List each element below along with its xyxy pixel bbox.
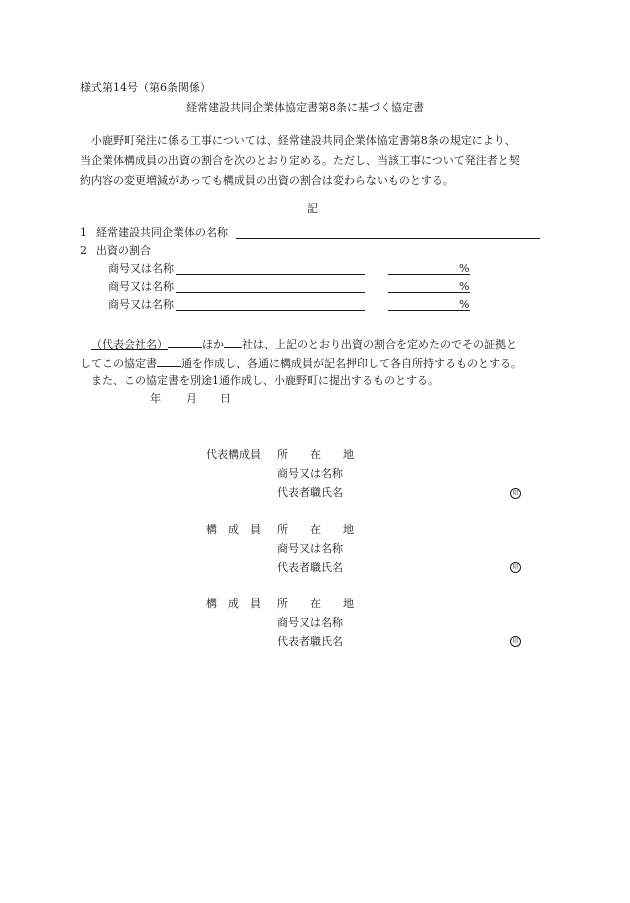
document-title: 経常建設共同企業体協定書第8条に基づく協定書 xyxy=(186,101,424,114)
closing-line-1 xyxy=(91,335,517,352)
hoka-text: ほか xyxy=(202,338,224,351)
share-1-name-line[interactable] xyxy=(176,262,365,275)
signer-3-address-label: 所 在 地 xyxy=(277,597,354,610)
signer-2-rep-label: 代表者職氏名 xyxy=(277,561,343,574)
intro-line-2: 当企業体構成員の出資の割合を次のとおり定める。ただし、当該工事について発注者と契 xyxy=(80,154,520,167)
representative-company-placeholder[interactable]: （代表会社名） xyxy=(91,338,168,351)
item-1-label: 経常建設共同企業体の名称 xyxy=(96,226,228,239)
intro-line-1: 小鹿野町発注に係る工事については、経常建設共同企業体協定書第8条の規定により、 xyxy=(91,134,516,147)
share-1-pct-line[interactable] xyxy=(388,262,470,275)
item-2-label: 出資の割合 xyxy=(96,244,151,257)
share-2-pct-line[interactable] xyxy=(388,280,470,293)
signer-2-seal-icon: 印 xyxy=(510,562,521,573)
signer-3-role: 構 成 員 xyxy=(206,597,261,610)
copies-blank[interactable] xyxy=(157,354,181,367)
signer-1-rep-label: 代表者職氏名 xyxy=(277,486,343,499)
sha-text: 社は、上記のとおり出資の割合を定めたのでその証拠と xyxy=(242,338,517,351)
signer-2-address-label: 所 在 地 xyxy=(277,523,354,536)
signer-1-seal-icon: 印 xyxy=(510,488,521,499)
intro-line-3: 約内容の変更増減があっても構成員の出資の割合は変わらないものとする。 xyxy=(80,174,454,187)
share-3-label: 商号又は名称 xyxy=(108,298,174,311)
share-1-unit: % xyxy=(459,262,470,275)
signer-3-rep-label: 代表者職氏名 xyxy=(277,635,343,648)
signer-1-name-label: 商号又は名称 xyxy=(277,467,343,480)
company-count-blank[interactable] xyxy=(224,335,242,348)
signer-2-role: 構 成 員 xyxy=(206,523,261,536)
share-3-name-line[interactable] xyxy=(176,298,365,311)
jv-name-line[interactable] xyxy=(236,226,540,239)
share-2-label: 商号又は名称 xyxy=(108,280,174,293)
date-day[interactable]: 日 xyxy=(220,392,231,405)
signer-2-name-label: 商号又は名称 xyxy=(277,542,343,555)
date-month[interactable]: 月 xyxy=(186,392,197,405)
share-3-pct-line[interactable] xyxy=(388,298,470,311)
closing-line-2 xyxy=(80,354,522,371)
share-2-name-line[interactable] xyxy=(176,280,365,293)
item-2-number: 2 xyxy=(80,244,87,257)
count-blank-1[interactable] xyxy=(168,335,202,348)
ki-heading: 記 xyxy=(307,202,318,215)
date-year[interactable]: 年 xyxy=(150,392,161,405)
closing-line-2a: してこの協定書 xyxy=(80,357,157,370)
item-1-number: 1 xyxy=(80,226,87,239)
share-3-unit: % xyxy=(459,298,470,311)
signer-3-seal-icon: 印 xyxy=(510,636,521,647)
closing-line-3: また、この協定書を別途1通作成し、小鹿野町に提出するものとする。 xyxy=(91,374,439,387)
closing-line-2b: 通を作成し、各通に構成員が記名押印して各自所持するものとする。 xyxy=(181,357,522,370)
form-number: 様式第14号（第6条関係） xyxy=(80,81,211,94)
signer-3-name-label: 商号又は名称 xyxy=(277,616,343,629)
share-2-unit: % xyxy=(459,280,470,293)
share-1-label: 商号又は名称 xyxy=(108,262,174,275)
signer-1-role: 代表構成員 xyxy=(206,448,261,461)
signer-1-address-label: 所 在 地 xyxy=(277,448,354,461)
